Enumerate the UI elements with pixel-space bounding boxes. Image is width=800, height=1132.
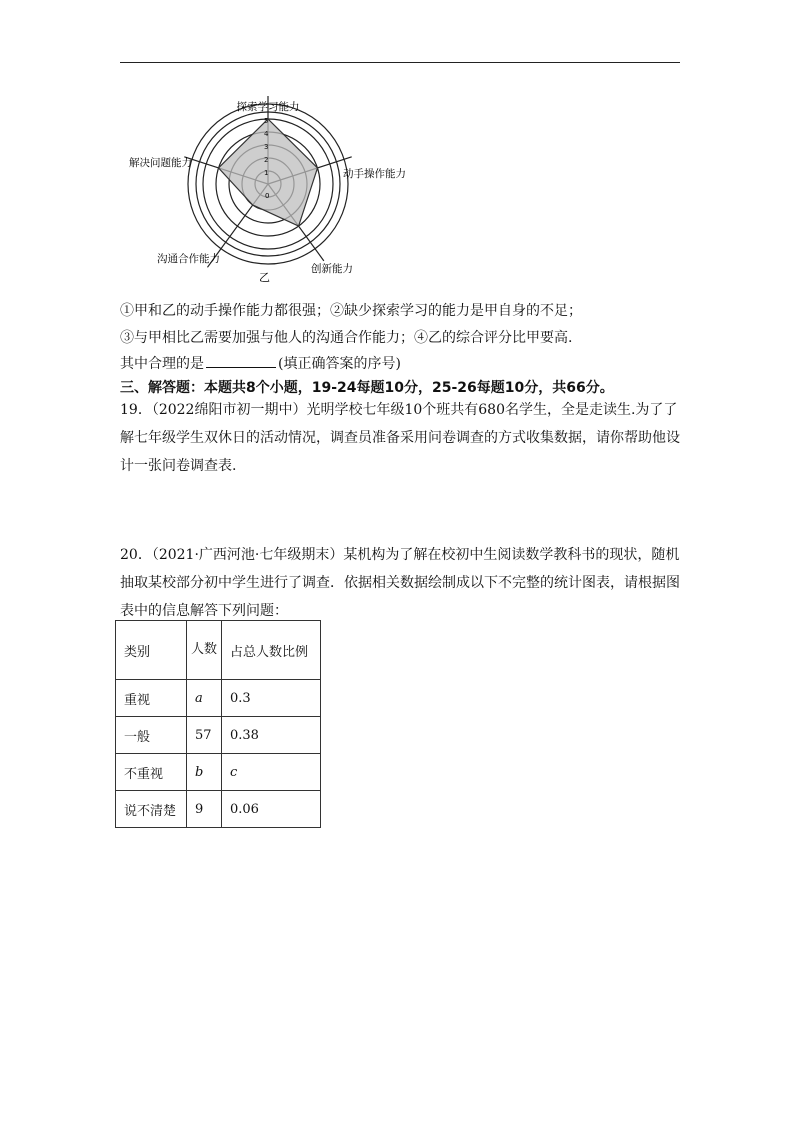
statement-line-2: ③与甲相比乙需要加强与他人的沟通合作能力；④乙的综合评分比甲要高. [120, 330, 573, 346]
answer-blank[interactable] [206, 355, 276, 368]
table-cell: 重视 [116, 680, 187, 717]
radar-scale-tick: 3 [264, 143, 269, 151]
radar-axis-label-solve: 解决问题能力 [129, 157, 192, 169]
table-cell: 57 [187, 717, 222, 754]
table-row [116, 680, 321, 717]
radar-scale-tick: 5 [264, 117, 269, 125]
table-header-cell: 人数 [187, 621, 222, 680]
question-20: 20．（2021·广西河池·七年级期末）某机构为了解在校初中生阅读数学教科书的现状，随机抽取某校部分初中学生进行了调查．依据相关数据绘制成以下不完整的统计图表，请根据图表中的信息解答下列问题： [120, 547, 680, 619]
table-cell: 不重视 [116, 754, 187, 791]
answer-prompt-text: 其中合理的是 [120, 356, 204, 372]
table-header-cell: 占总人数比例 [222, 621, 321, 680]
radar-scale-tick: 2 [264, 156, 269, 164]
radar-chart [120, 96, 420, 286]
table-cell: a [187, 680, 222, 717]
table-row [116, 754, 321, 791]
table-cell: 9 [187, 791, 222, 828]
table-cell: 0.38 [222, 717, 321, 754]
table-cell: c [222, 754, 321, 791]
table-cell: 0.3 [222, 680, 321, 717]
table-row [116, 717, 321, 754]
answer-prompt-hint: (填正确答案的序号) [278, 356, 401, 372]
question-19: 19．（2022绵阳市初一期中）光明学校七年级10个班共有680名学生，全是走读生.为了了解七年级学生双休日的活动情况，调查员准备采用问卷调查的方式收集数据，请你帮助他设计一张问卷调查表. [120, 402, 680, 474]
table-header-row [116, 621, 321, 680]
section-heading: 三、解答题：本题共8个小题，19-24每题10分，25-26每题10分，共66分。 [120, 380, 614, 396]
radar-scale-tick: 4 [264, 130, 269, 138]
radar-scale-tick: 1 [264, 169, 269, 177]
table-cell: b [187, 754, 222, 791]
radar-axis-label-communicate: 沟通合作能力 [157, 253, 220, 265]
table-header-cell: 类别 [116, 621, 187, 680]
radar-subject-label: 乙 [259, 271, 270, 284]
answer-prompt [120, 353, 401, 373]
radar-axis-label-explore: 探索学习能力 [236, 101, 300, 113]
radar-axis-label-operate: 动手操作能力 [343, 168, 406, 180]
table-cell: 0.06 [222, 791, 321, 828]
table-row [116, 791, 321, 828]
radar-axis-label-innovate: 创新能力 [311, 263, 353, 275]
radar-origin-tick: 0 [265, 192, 270, 200]
statistics-table [115, 620, 321, 828]
header-rule [120, 62, 680, 63]
table-cell: 一般 [116, 717, 187, 754]
table-cell: 说不清楚 [116, 791, 187, 828]
statement-line-1: ①甲和乙的动手操作能力都很强；②缺少探索学习的能力是甲自身的不足； [120, 303, 582, 319]
